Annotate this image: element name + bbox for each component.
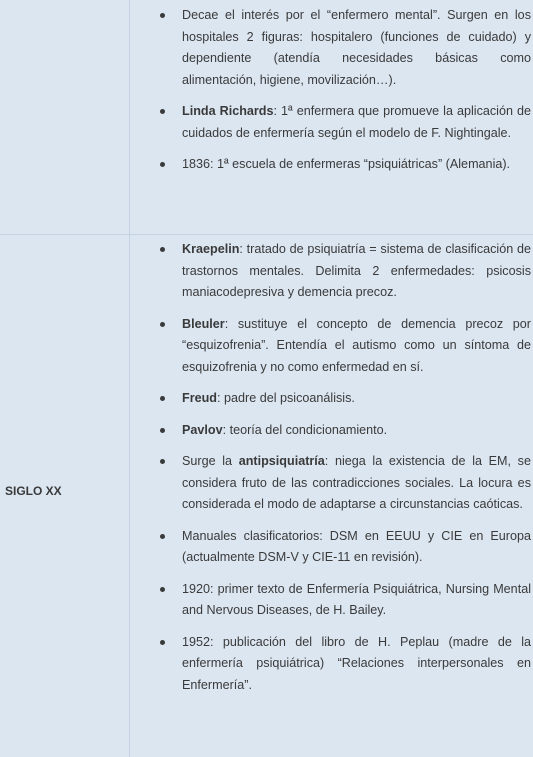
list-item — [130, 526, 533, 569]
item-text: : sustituye el concepto de demencia precoz por “esquizofrenia”. Entendía el autismo como un síntoma de esquizofrenia y no como enfermedad en sí. — [182, 316, 531, 374]
item-text: : padre del psicoanálisis. — [216, 391, 355, 405]
content-cell — [130, 235, 533, 757]
list-item — [130, 388, 533, 410]
item-bold: Freud — [182, 391, 217, 405]
item-text: : 1ª enfermera que promueve la aplicación de cuidados de enfermería según el modelo de F. Nightingale. — [182, 104, 531, 140]
list-item — [130, 154, 533, 176]
list-item — [130, 5, 533, 91]
item-text: Decae el interés por el “enfermero mental”. Surgen en los hospitales 2 figuras: hospitalero (funciones de cuidado) y dependiente (atendía necesidades básicas como alimentación, higiene, movilización…). — [182, 8, 531, 87]
list-item — [130, 420, 533, 442]
bullet-list — [130, 0, 533, 176]
item-text: : niega la existencia de la EM, se considera fruto de las contradicciones sociales. La locura es considerada el modo de adaptarse a circunstancias caóticas. — [182, 454, 531, 511]
list-item — [130, 239, 533, 304]
list-item — [130, 579, 533, 622]
item-text: Manuales clasificatorios: DSM en EEUU y CIE en Europa (actualmente DSM-V y CIE-11 en revisión). — [182, 528, 531, 564]
item-text: 1836: 1ª escuela de enfermeras “psiquiátricas” (Alemania). — [182, 157, 511, 171]
item-bold: Linda Richards — [182, 104, 274, 118]
list-item — [130, 632, 533, 697]
list-item — [130, 451, 533, 516]
item-bold: Kraepelin — [182, 242, 240, 256]
item-bold: Pavlov — [182, 422, 223, 437]
list-item — [130, 101, 533, 144]
item-text: : teoría del condicionamiento. — [222, 422, 388, 437]
item-prefix: Surge la — [182, 454, 239, 468]
table-row — [0, 235, 533, 757]
list-item — [130, 314, 533, 379]
bullet-list — [130, 235, 533, 696]
item-bold: antipsiquiatría — [238, 454, 325, 468]
item-text: 1920: primer texto de Enfermería Psiquiátrica, Nursing Mental and Nervous Diseases, de H. Bailey. — [182, 581, 531, 617]
period-label: SIGLO XX — [5, 484, 62, 498]
item-bold: Bleuler — [182, 316, 225, 331]
item-text: : tratado de psiquiatría = sistema de clasificación de trastornos mentales. Delimita 2 enfermedades: psicosis maniacodepresiva y demencia precoz. — [182, 242, 531, 299]
content-cell — [130, 0, 533, 234]
period-cell — [0, 235, 129, 757]
table-row — [0, 0, 533, 234]
item-text: 1952: publicación del libro de H. Peplau (madre de la enfermería psiquiátrica) “Relaciones interpersonales en Enfermería”. — [182, 634, 531, 692]
period-cell — [0, 0, 129, 234]
